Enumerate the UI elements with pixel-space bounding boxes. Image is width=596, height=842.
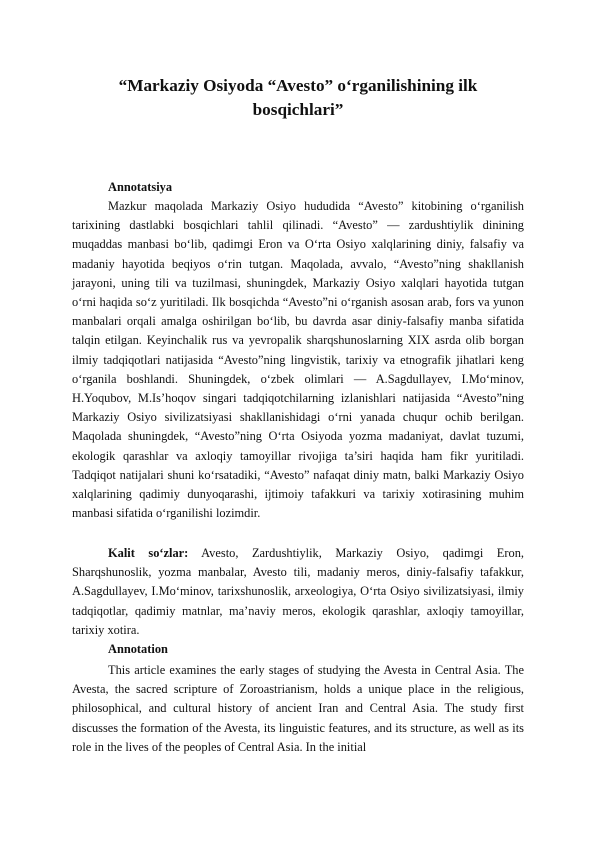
keywords-label: Kalit so‘zlar:: [108, 546, 189, 560]
annotation-paragraph: This article examines the early stages of studying the Avesta in Central Asia. The Avesta, the sacred scripture of Zoroastrianism, holds a unique place in the religious, philosophical, and cultural history of ancient Iran and Central Asia. The study first discusses the formation of the Avesta, its linguistic features, and its structure, as well as its role in the lives of the peoples of Central Asia. In the initial: [72, 663, 524, 754]
keywords-paragraph: [72, 544, 524, 640]
keywords-text: Avesto, Zardushtiylik, Markaziy Osiyo, qadimgi Eron, Sharqshunoslik, yozma manbalar, Avesto tili, madaniy meros, diniy-falsafiy tafakkur, A.Sagdullayev, I.Mo‘minov, tarixshunoslik, arxeologiya, O‘rta Osiyo sivilizatsiyasi, ilmiy tadqiqotlar, qadimiy matnlar, ma’naviy meros, ekologik qarashlar, axloqiy tamoyillar, tarixiy xotira.: [72, 546, 524, 637]
annotatsiya-paragraph: Mazkur maqolada Markaziy Osiyo hududida “Avesto” kitobining o‘rganilish tarixining dastlabki bosqichlari tahlil qilinadi. “Avesto” — zardushtiylik dinining muqaddas manbasi bo‘lib, qadimgi Eron va O‘rta Osiyo xalqlarining diniy, falsafiy va madaniy hayotida beqiyos o‘rin tutgan. Maqolada, avvalo, “Avesto”ning shakllanish jarayoni, uning tili va tuzilmasi, shuningdek, Markaziy Osiyo xalqlari hayotida tutgan o‘rni haqida so‘z yuritiladi. Ilk bosqichda “Avesto”ni o‘rganish asosan arab, fors va yunon manbalari orqali amalga oshirilgan bo‘lib, bu davrda asar diniy-falsafiy manba sifatida talqin etilgan. Keyinchalik rus va yevropalik sharqshunoslarning XIX asrda olib borgan ilmiy tadqiqotlari natijasida “Avesto”ning lingvistik, tarixiy va etnografik jihatlari keng o‘rganila boshlandi. Shuningdek, o‘zbek olimlari — A.Sagdullayev, I.Mo‘minov, H.Yoqubov, M.Is’hoqov singari tadqiqotchilarning izlanishlari natijasida “Avesto”ning Markaziy Osiyo sivilizatsiyasi shakllanishidagi o‘rni yanada chuqur ochib berilgan. Maqolada shuningdek, “Avesto”ning O‘rta Osiyoda yozma madaniyat, davlat tuzumi, ekologik qarashlar va axloqiy tamoyillar rivojiga ta’siri haqida ham fikr yuritiladi. Tadqiqot natijalari shuni ko‘rsatadiki, “Avesto” nafaqat diniy matn, balki Markaziy Osiyo xalqlarining qadimiy dunyoqarashi, ijtimoiy tafakkuri va tarixiy xotirasining muhim manbasi sifatida o‘rganilishi lozimdir.: [72, 199, 524, 521]
annotatsiya-heading: Annotatsiya: [108, 180, 173, 194]
document-title: “Markaziy Osiyoda “Avesto” o‘rganilishining ilk bosqichlari”: [118, 76, 478, 119]
annotation-heading: Annotation: [108, 642, 168, 656]
